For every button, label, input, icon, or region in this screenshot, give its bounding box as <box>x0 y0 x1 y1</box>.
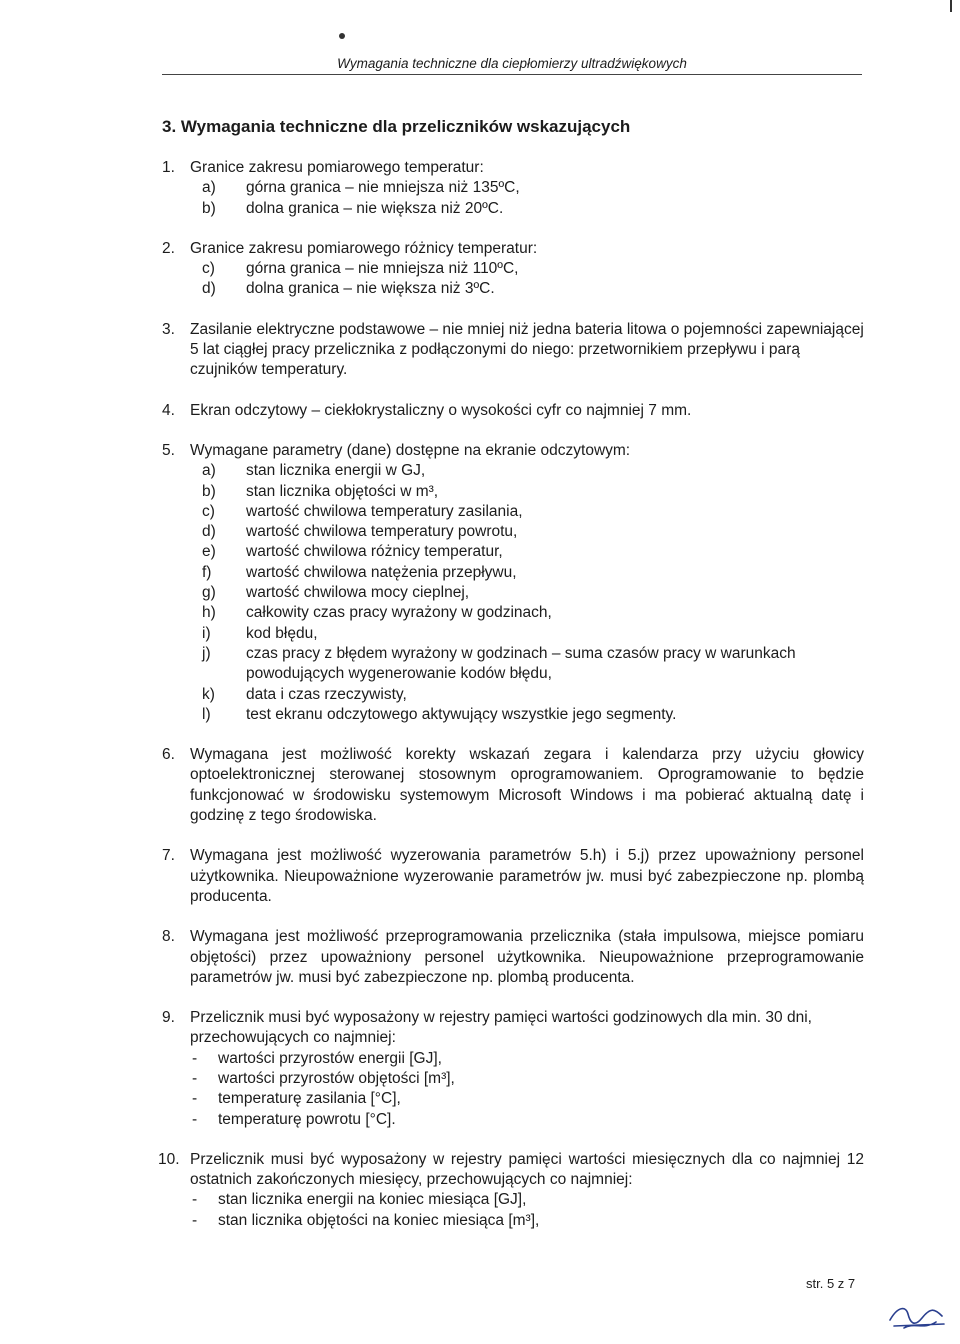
sub-letter: e) <box>202 543 216 561</box>
sub-text: data i czas rzeczywisty, <box>246 685 407 703</box>
sub-text: wartość chwilowa natężenia przepływu, <box>246 563 517 581</box>
dash-mark: - <box>192 1069 198 1087</box>
sub-item <box>190 461 864 481</box>
scan-mark <box>950 0 952 12</box>
dash-item <box>190 1211 864 1231</box>
item-text: Wymagana jest możliwość korekty wskazań zegara i kalendarza przy użyciu głowicy optoelektronicznej sterowanej stosownym oprogramowaniem. Oprogramowanie to będzie funkcjonować w środowisku systemowym Microsoft Windows i ma pobierać aktualną datę i godzinę z tego środowiska. <box>190 746 864 825</box>
sub-text: kod błędu, <box>246 624 318 642</box>
sub-text: stan licznika energii w GJ, <box>246 462 426 480</box>
sub-item <box>190 583 864 603</box>
item-text: Ekran odczytowy – ciekłokrystaliczny o wysokości cyfr co najmniej 7 mm. <box>190 401 692 419</box>
list-item <box>162 846 864 907</box>
item-text: Granice zakresu pomiarowego różnicy temperatur: <box>190 239 538 257</box>
sub-text: wartość chwilowa mocy cieplnej, <box>246 584 470 602</box>
item-text: Przelicznik musi być wyposażony w rejestry pamięci wartości godzinowych dla min. 30 dni, przechowujących co najmniej: <box>190 1009 812 1047</box>
sub-item <box>190 603 864 623</box>
sub-text: dolna granica – nie większa niż 3ºC. <box>246 280 495 298</box>
item-text: Granice zakresu pomiarowego temperatur: <box>190 159 484 176</box>
sub-text: wartość chwilowa temperatury powrotu, <box>246 523 518 541</box>
item-number: 7. <box>162 847 175 865</box>
sub-item <box>190 522 864 542</box>
sub-item <box>190 685 864 705</box>
list-item <box>162 927 864 988</box>
item-text: Wymagane parametry (dane) dostępne na ekranie odczytowym: <box>190 441 631 459</box>
sub-text: stan licznika objętości w m³, <box>246 482 439 500</box>
item-number: 5. <box>162 441 175 459</box>
dash-mark: - <box>192 1049 198 1067</box>
sub-item <box>190 178 864 198</box>
dash-item <box>190 1110 864 1130</box>
dash-item <box>190 1089 864 1109</box>
dash-text: stan licznika energii na koniec miesiąca [GJ], <box>218 1191 527 1209</box>
sub-letter: l) <box>202 705 211 723</box>
list-item <box>162 401 864 421</box>
dash-mark: - <box>192 1110 198 1128</box>
item-number: 8. <box>162 928 175 946</box>
list-item <box>162 745 864 826</box>
requirements-list <box>158 158 864 1251</box>
dash-item <box>190 1049 864 1069</box>
dash-mark: - <box>192 1090 198 1108</box>
dash-mark: - <box>192 1191 198 1209</box>
sub-item <box>190 482 864 502</box>
list-item <box>162 1008 864 1130</box>
item-number: 6. <box>162 746 175 764</box>
sub-text: całkowity czas pracy wyrażony w godzinach, <box>246 604 552 622</box>
item-text: Zasilanie elektryczne podstawowe – nie mniej niż jedna bateria litowa o pojemności zapewniającej 5 lat ciągłej pracy przelicznika z podłączonymi do niego: przetwornikiem przepływu i parą czujników temperatury. <box>190 320 864 379</box>
sub-letter: a) <box>202 179 216 197</box>
sub-item <box>190 563 864 583</box>
sub-letter: b) <box>202 199 216 217</box>
page-number: str. 5 z 7 <box>806 1276 856 1291</box>
scan-dot <box>339 33 345 39</box>
dash-text: wartości przyrostów energii [GJ], <box>218 1049 442 1067</box>
dash-item <box>190 1190 864 1210</box>
sub-letter: h) <box>202 604 216 622</box>
sub-text: górna granica – nie mniejsza niż 110ºC, <box>246 260 519 278</box>
item-number: 1. <box>162 159 175 176</box>
sub-letter: b) <box>202 482 216 500</box>
item-number: 3. <box>162 320 175 338</box>
section-title: 3. Wymagania techniczne dla przeliczników wskazujących <box>162 117 631 136</box>
sub-letter: j) <box>202 644 211 662</box>
dash-text: stan licznika objętości na koniec miesiąca [m³], <box>218 1211 540 1229</box>
sub-item <box>190 199 864 219</box>
sub-letter: g) <box>202 584 216 602</box>
sub-text: czas pracy z błędem wyrażony w godzinach – suma czasów pracy w warunkach powodujących wygenerowanie kodów błędu, <box>246 644 796 683</box>
item-text: Wymagana jest możliwość wyzerowania parametrów 5.h) i 5.j) przez upoważniony personel użytkownika. Nieupoważnione wyzerowanie parametrów jw. musi być zabezpieczone np. plombą producenta. <box>190 847 864 905</box>
sub-letter: f) <box>202 563 212 581</box>
page-header: Wymagania techniczne dla ciepłomierzy ultradźwiękowych <box>162 56 862 75</box>
item-text: Przelicznik musi być wyposażony w rejestry pamięci wartości miesięcznych dla co najmniej 12 ostatnich zakończonych miesięcy, przechowujących co najmniej: <box>190 1150 864 1189</box>
sub-letter: d) <box>202 523 216 541</box>
dash-text: wartości przyrostów objętości [m³], <box>218 1069 455 1087</box>
sub-text: wartość chwilowa różnicy temperatur, <box>246 543 503 561</box>
sub-item <box>190 624 864 644</box>
list-item <box>162 158 864 219</box>
item-number: 10. <box>158 1150 180 1168</box>
list-item <box>162 239 864 300</box>
sub-item <box>190 279 864 299</box>
dash-text: temperaturę zasilania [°C], <box>218 1090 401 1108</box>
item-number: 9. <box>162 1009 175 1027</box>
sub-letter: i) <box>202 624 211 642</box>
item-number: 2. <box>162 239 175 257</box>
sub-letter: c) <box>202 260 215 278</box>
sub-text: test ekranu odczytowego aktywujący wszystkie jego segmenty. <box>246 705 677 723</box>
sub-letter: k) <box>202 685 215 703</box>
sub-item <box>190 542 864 562</box>
signature-icon <box>884 1300 948 1334</box>
sub-letter: a) <box>202 462 216 480</box>
list-item <box>162 441 864 725</box>
sub-item <box>190 502 864 522</box>
sub-item <box>190 259 864 279</box>
sub-text: dolna granica – nie większa niż 20ºC. <box>246 199 504 217</box>
list-item <box>162 320 864 381</box>
dash-text: temperaturę powrotu [°C]. <box>218 1110 396 1128</box>
item-number: 4. <box>162 401 175 419</box>
sub-text: górna granica – nie mniejsza niż 135ºC, <box>246 179 520 197</box>
dash-item <box>190 1069 864 1089</box>
dash-mark: - <box>192 1211 198 1229</box>
item-text: Wymagana jest możliwość przeprogramowania przelicznika (stała impulsowa, miejsce pomiaru objętości) przez upoważniony personel użytkownika. Nieupoważnione przeprogramowanie parametrów jw. musi być zabezpieczone np. plombą producenta. <box>190 928 864 986</box>
sub-item <box>190 705 864 725</box>
sub-letter: d) <box>202 280 216 298</box>
sub-text: wartość chwilowa temperatury zasilania, <box>246 502 523 520</box>
sub-letter: c) <box>202 502 215 520</box>
sub-item <box>190 644 864 685</box>
list-item <box>158 1150 864 1231</box>
